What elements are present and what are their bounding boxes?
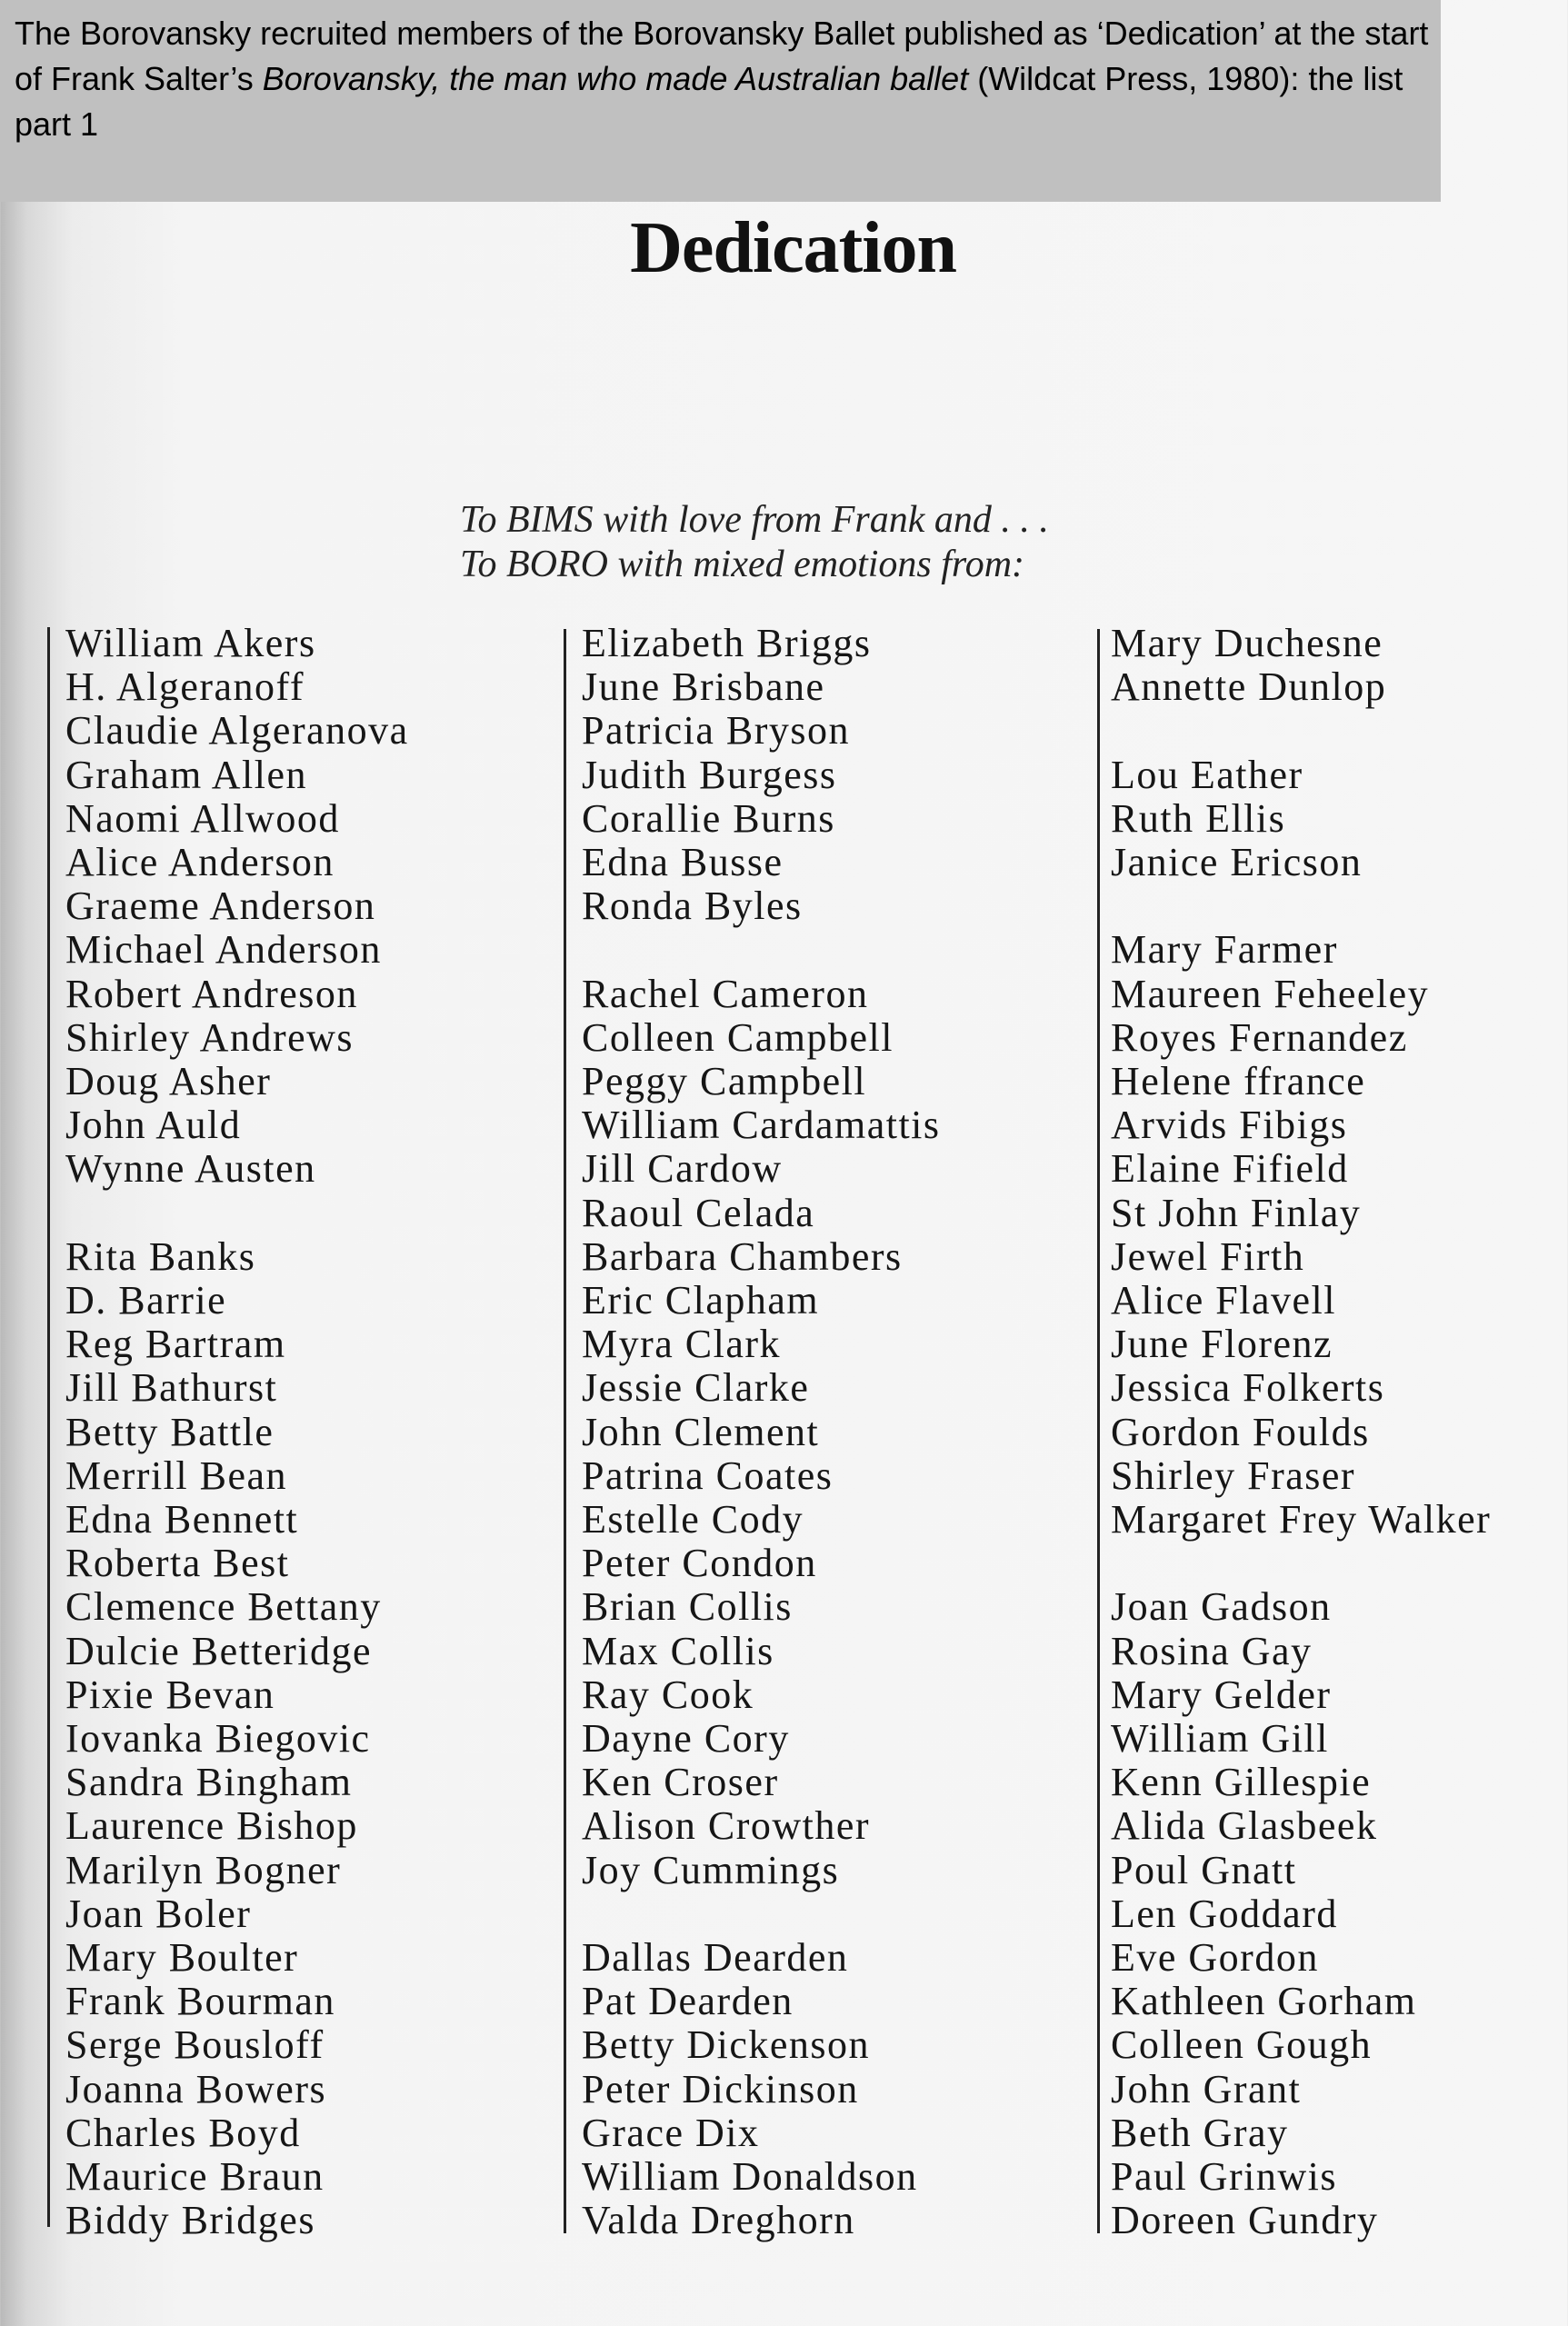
list-item: Peggy Campbell [582, 1059, 867, 1103]
list-item: Elizabeth Briggs [582, 621, 872, 665]
list-item: Shirley Fraser [1111, 1453, 1356, 1498]
list-item: Edna Bennett [65, 1497, 299, 1542]
list-item: H. Algeranoff [65, 664, 305, 710]
list-item: Helene ffrance [1111, 1059, 1366, 1103]
list-item: Len Goddard [1111, 1891, 1338, 1936]
list-item: Dayne Cory [582, 1716, 790, 1761]
column-1-rule [47, 627, 50, 2227]
list-item: Valda Dreghorn [582, 2198, 855, 2243]
caption-box [0, 0, 1441, 202]
list-item: Royes Fernandez [1111, 1014, 1408, 1060]
list-item: Robert Andreson [65, 971, 358, 1016]
list-item: Wynne Austen [65, 1146, 316, 1192]
list-item: Elaine Fifield [1111, 1146, 1349, 1192]
list-item: John Auld [65, 1103, 242, 1148]
list-item: Paul Grinwis [1111, 2154, 1337, 2199]
list-item: Janice Ericson [1111, 840, 1363, 884]
list-item: Myra Clark [582, 1322, 782, 1367]
list-item: Reg Bartram [65, 1322, 286, 1367]
list-item: Margaret Frey Walker [1111, 1497, 1492, 1542]
list-item: Joan Boler [65, 1891, 252, 1936]
list-item: Alison Crowther [582, 1803, 871, 1849]
list-item: Laurence Bishop [65, 1803, 358, 1849]
column-2-rule [564, 629, 566, 2233]
list-item: Jewel Firth [1111, 1233, 1305, 1279]
list-item: Merrill Bean [65, 1453, 288, 1498]
list-item: Corallie Burns [582, 795, 835, 841]
list-item: Biddy Bridges [65, 2198, 315, 2243]
list-item: Patrina Coates [582, 1453, 834, 1498]
list-item: Frank Bourman [65, 1979, 335, 2024]
list-item: Serge Bousloff [65, 2022, 325, 2068]
list-item: Ronda Byles [582, 883, 803, 929]
list-item: Ruth Ellis [1111, 795, 1286, 841]
list-item: Kathleen Gorham [1111, 1979, 1417, 2024]
list-item: Poul Gnatt [1111, 1847, 1297, 1892]
intro-line-1: To BIMS with love from Frank and . . . [460, 499, 1049, 541]
list-item: Marilyn Bogner [65, 1847, 342, 1892]
list-item: William Cardamattis [582, 1103, 941, 1148]
list-item: Gordon Foulds [1111, 1409, 1370, 1454]
list-item: Betty Battle [65, 1409, 275, 1454]
list-item: Joy Cummings [582, 1847, 840, 1892]
list-item: Annette Dunlop [1111, 664, 1387, 710]
list-item: Joanna Bowers [65, 2066, 327, 2111]
page-title: Dedication [630, 208, 956, 288]
list-item: Grace Dix [582, 2110, 760, 2155]
list-item: Ray Cook [582, 1672, 754, 1717]
list-item: Rosina Gay [1111, 1628, 1313, 1673]
list-item: Mary Farmer [1111, 927, 1338, 973]
list-item: Ken Croser [582, 1760, 779, 1805]
list-item: Mary Gelder [1111, 1672, 1332, 1717]
list-item: Pat Dearden [582, 1979, 794, 2024]
list-item: Graham Allen [65, 752, 308, 797]
list-item: William Akers [65, 621, 316, 665]
list-item: June Brisbane [582, 664, 825, 710]
list-item: Barbara Chambers [582, 1233, 903, 1279]
list-item: Brian Collis [582, 1584, 793, 1630]
list-item: Edna Busse [582, 840, 784, 884]
list-item: Alice Anderson [65, 840, 335, 884]
list-item: Joan Gadson [1111, 1584, 1332, 1630]
list-item: Michael Anderson [65, 927, 382, 973]
list-item: Max Collis [582, 1628, 774, 1673]
list-item: Roberta Best [65, 1541, 290, 1586]
list-item: Lou Eather [1111, 752, 1303, 797]
list-item: Beth Gray [1111, 2110, 1289, 2155]
list-item: Sandra Bingham [65, 1760, 353, 1805]
list-item: Colleen Campbell [582, 1014, 894, 1060]
list-item: Jessie Clarke [582, 1365, 810, 1411]
list-item: Clemence Bettany [65, 1584, 382, 1630]
list-item: Doreen Gundry [1111, 2198, 1379, 2243]
list-item: Judith Burgess [582, 752, 837, 797]
list-item: Shirley Andrews [65, 1014, 355, 1060]
list-item: Claudie Algeranova [65, 708, 409, 754]
list-item: Peter Condon [582, 1541, 817, 1586]
list-item: Maurice Braun [65, 2154, 325, 2199]
list-item: Estelle Cody [582, 1497, 804, 1542]
intro-line-2: To BORO with mixed emotions from: [460, 544, 1025, 585]
column-3-rule [1097, 629, 1100, 2233]
list-item: Patricia Bryson [582, 708, 851, 754]
list-item: Peter Dickinson [582, 2066, 859, 2111]
caption-text: The Borovansky recruited members of the Borovansky Ballet published as ‘Dedication’ at the start of Frank Salter’s [15, 15, 1429, 97]
list-item: June Florenz [1111, 1322, 1333, 1367]
list-item: Jessica Folkerts [1111, 1365, 1385, 1411]
list-item: Doug Asher [65, 1059, 272, 1103]
list-item: Dulcie Betteridge [65, 1628, 373, 1673]
list-item: John Grant [1111, 2066, 1302, 2111]
list-item: Iovanka Biegovic [65, 1716, 371, 1761]
list-item: Raoul Celada [582, 1190, 815, 1235]
list-item: Jill Cardow [582, 1146, 783, 1192]
list-item: Alida Glasbeek [1111, 1803, 1378, 1849]
list-item: William Gill [1111, 1716, 1329, 1761]
list-item: Kenn Gillespie [1111, 1760, 1372, 1805]
list-item: Graeme Anderson [65, 883, 376, 929]
list-item: Rachel Cameron [582, 971, 869, 1016]
list-item: Colleen Gough [1111, 2022, 1373, 2068]
list-item: Pixie Bevan [65, 1672, 275, 1717]
list-item: Alice Flavell [1111, 1278, 1336, 1323]
list-item: Eric Clapham [582, 1278, 820, 1323]
list-item: Jill Bathurst [65, 1365, 278, 1411]
caption-book-title: Borovansky, the man who made Australian ballet [262, 60, 969, 97]
caption-text-end: (Wildcat Press, 1980): the list part 1 [15, 60, 1403, 143]
list-item: Mary Boulter [65, 1935, 299, 1980]
list-item: Maureen Feheeley [1111, 971, 1430, 1016]
list-item: Eve Gordon [1111, 1935, 1319, 1980]
list-item: William Donaldson [582, 2154, 918, 2199]
list-item: Arvids Fibigs [1111, 1103, 1348, 1148]
list-item: Mary Duchesne [1111, 621, 1383, 665]
list-item: John Clement [582, 1409, 820, 1454]
list-item: Naomi Allwood [65, 795, 340, 841]
list-item: Charles Boyd [65, 2110, 301, 2155]
list-item: St John Finlay [1111, 1190, 1362, 1235]
list-item: Betty Dickenson [582, 2022, 871, 2068]
list-item: D. Barrie [65, 1278, 227, 1323]
list-item: Dallas Dearden [582, 1935, 849, 1980]
list-item: Rita Banks [65, 1233, 256, 1279]
